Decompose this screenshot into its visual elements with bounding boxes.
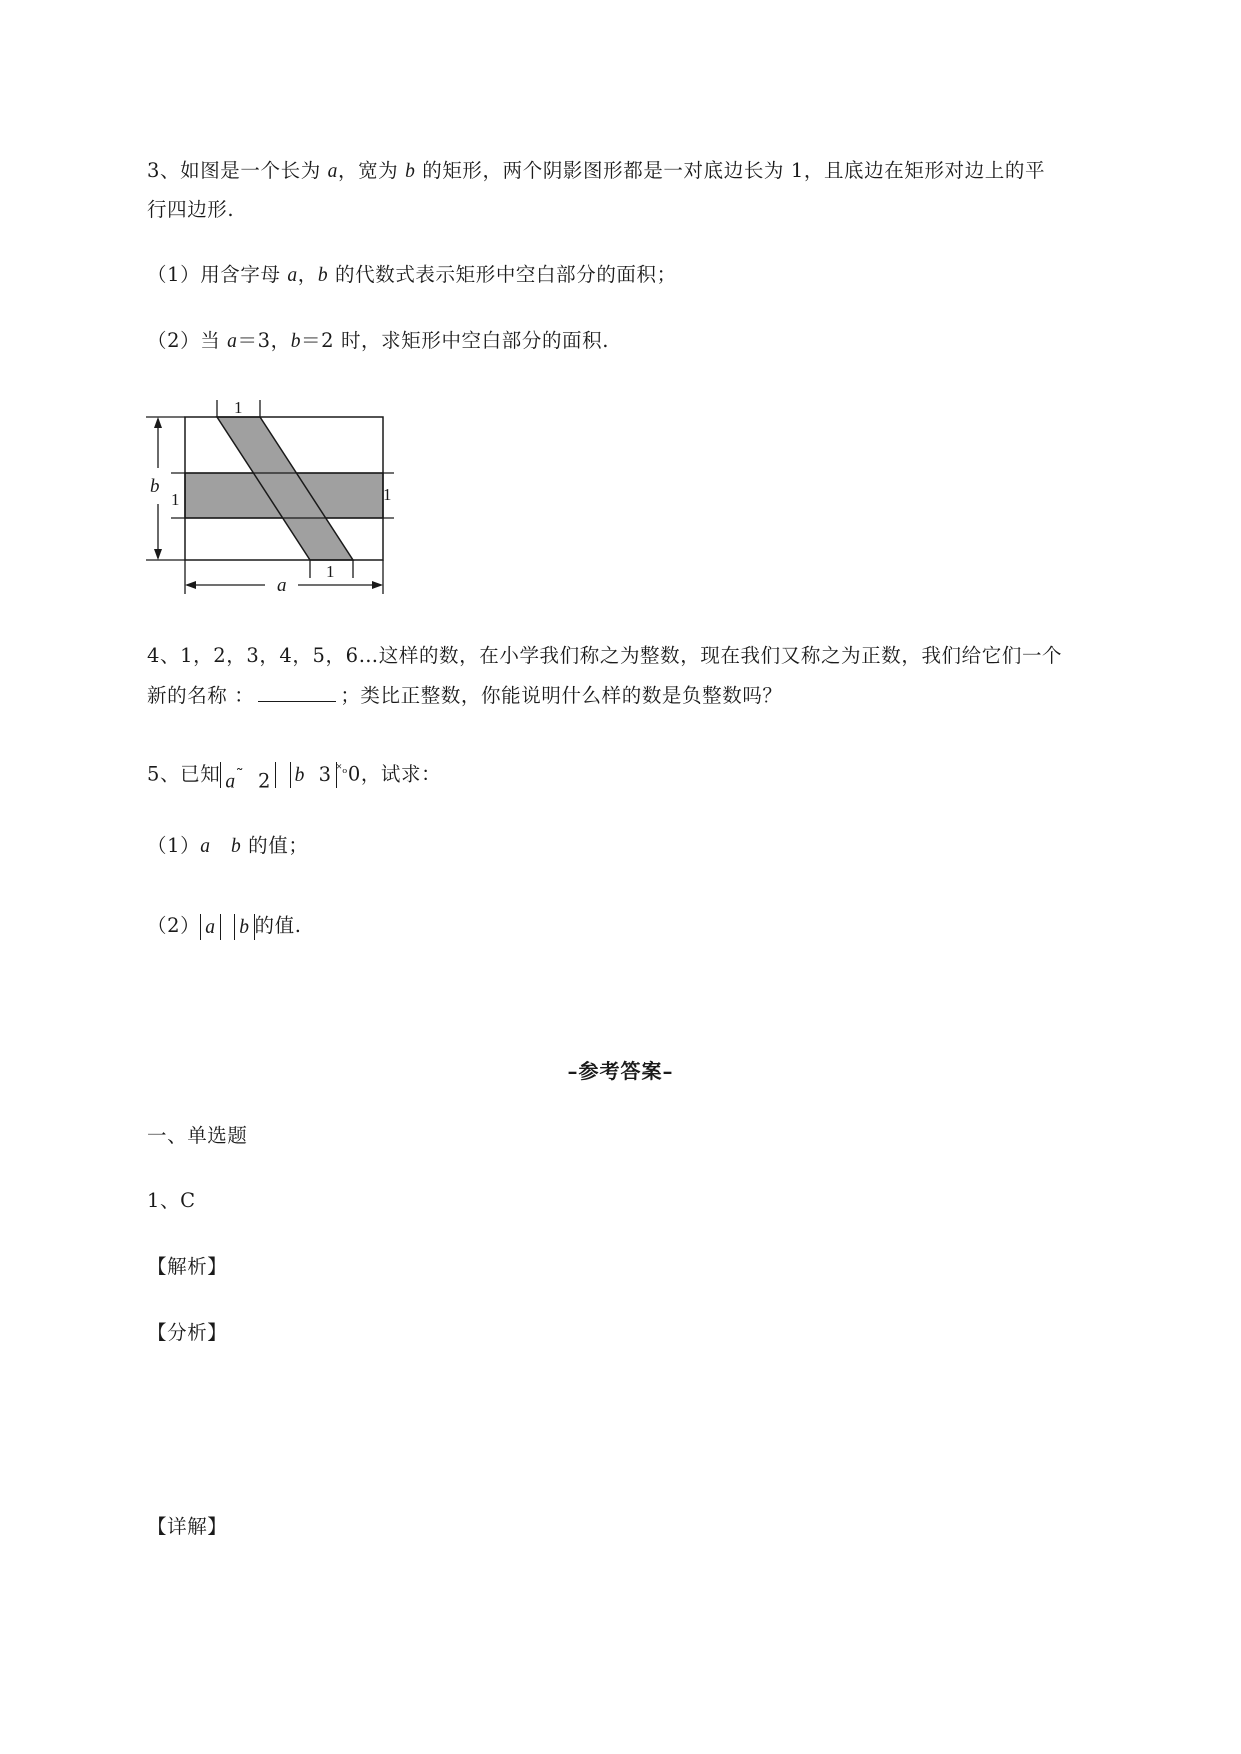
math-sign: ˜ xyxy=(235,765,245,784)
q5-sub-2 xyxy=(147,913,302,940)
q4-line-1: 4、1，2，3，4，5，6…这样的数，在小学我们称之为整数，现在我们又称之为正数，我们给它们一个 xyxy=(147,644,1063,667)
q3-sub1-text: 的代数式表示矩形中空白部分的面积； xyxy=(328,263,677,286)
var-a: a xyxy=(227,331,238,352)
xiangjie-label: 【详解】 xyxy=(147,1515,228,1538)
section-heading: 一、单选题 xyxy=(147,1124,248,1147)
var-b: b xyxy=(317,265,329,286)
q3-sub1-text: ， xyxy=(297,263,318,286)
var-a: a xyxy=(327,161,338,182)
q4-text: 新的名称 ： xyxy=(147,684,255,707)
q4-line-2 xyxy=(147,683,783,709)
q4-text: ；类比正整数，你能说明什么样的数是负整数吗？ xyxy=(340,684,783,707)
abs-a-minus-2 xyxy=(220,762,276,793)
q5-sub1-text: 的值； xyxy=(248,834,309,857)
math-sign: ˟ₒ xyxy=(336,762,348,777)
var-b: b xyxy=(230,836,242,857)
q3-line-1 xyxy=(147,158,1045,185)
q3-text: 3、如图是一个长为 xyxy=(147,159,328,182)
q5-sub1-text: （1） xyxy=(147,834,201,857)
var-a: a xyxy=(225,771,236,793)
fenxi-label: 【分析】 xyxy=(147,1321,228,1344)
var-a: a xyxy=(200,836,211,857)
rectangle-figure xyxy=(140,398,410,608)
var-b: b xyxy=(294,765,305,786)
jiexi-label: 【解析】 xyxy=(147,1255,228,1278)
label-right-1: 1 xyxy=(383,485,392,504)
math-number: 0 xyxy=(347,762,361,786)
q5-sub2-text: （2） xyxy=(147,914,201,937)
label-bottom-1: 1 xyxy=(326,562,335,581)
q5-text: ，试求： xyxy=(360,762,442,786)
q3-text: ，宽为 xyxy=(337,159,406,182)
q5-line xyxy=(147,757,442,793)
var-b: b xyxy=(290,331,302,352)
label-a: a xyxy=(277,575,287,596)
label-top-1: 1 xyxy=(234,398,243,417)
answer-1: 1、C xyxy=(147,1189,196,1212)
q3-sub1-text: （1）用含字母 xyxy=(147,263,288,286)
answers-title: –参考答案– xyxy=(567,1059,674,1083)
abs-b xyxy=(234,914,254,940)
q3-sub2-text: ＝2 时，求矩形中空白部分的面积. xyxy=(301,329,610,352)
q3-sub2-text: （2）当 xyxy=(147,329,228,352)
q5-sub-1 xyxy=(147,833,308,860)
answer-blank xyxy=(258,683,336,702)
q5-text: 5、已知 xyxy=(147,762,221,786)
q3-line-2: 行四边形. xyxy=(147,198,235,221)
var-a: a xyxy=(205,916,216,938)
q5-sub2-text: 的值. xyxy=(254,914,302,937)
q3-sub2-text: ＝3， xyxy=(237,329,291,352)
math-number: 3 xyxy=(318,763,332,786)
label-left-1: 1 xyxy=(171,490,180,509)
q3-sub-1 xyxy=(147,262,677,289)
math-number: 2 xyxy=(258,769,272,793)
var-b: b xyxy=(405,161,416,182)
abs-b-minus-3 xyxy=(290,762,337,788)
abs-a xyxy=(200,914,220,940)
var-a: a xyxy=(287,265,298,286)
q3-sub-2 xyxy=(147,328,609,355)
var-b: b xyxy=(239,916,250,938)
q3-text: 的矩形，两个阴影图形都是一对底边长为 1，且底边在矩形对边上的平 xyxy=(415,159,1046,182)
label-b: b xyxy=(150,476,160,497)
